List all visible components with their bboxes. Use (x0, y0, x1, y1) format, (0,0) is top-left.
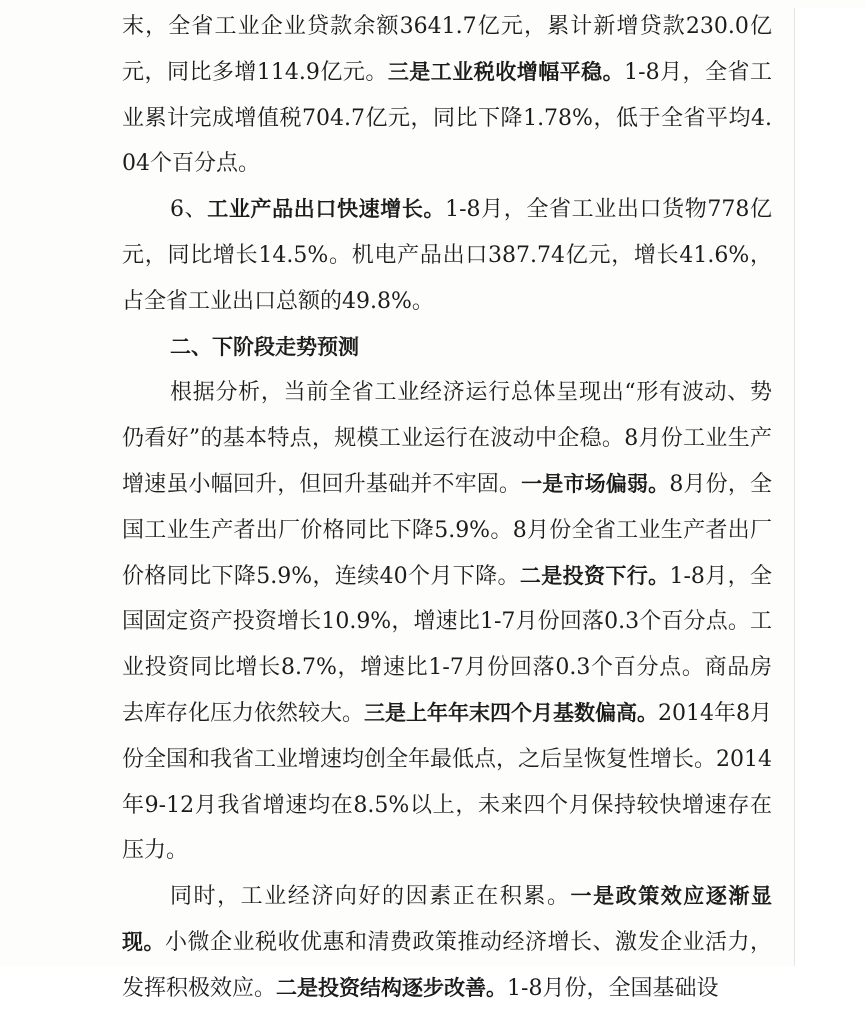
text-run: 小微企业税收优惠和清费政策推动经济增长、激发企业活力，发挥积极效应。 (122, 929, 772, 1001)
bold-key-point: 工业产品出口快速增长。 (207, 197, 446, 222)
paragraph-exports (122, 187, 772, 324)
bold-key-point: 一是政策效应逐渐显现。 (122, 884, 772, 954)
bold-key-point: 一是市场偏弱。 (521, 471, 670, 496)
text-run: 1-8月，全省工业累计完成增值税704.7亿元，同比下降1.78%，低于全省平均4.04个百分点。 (122, 59, 773, 177)
text-run: 1-8月，全国固定资产投资增长10.9%，增速比1-7月份回落0.3个百分点。工业投资同比增长8.7%，增速比1-7月份回落0.3个百分点。商品房去库存化压力依然较大。 (122, 563, 772, 726)
bold-key-point: 三是上年年末四个月基数偏高。 (364, 700, 659, 725)
text-run: 1-8月，全省工业出口货物778亿元，同比增长14.5%。机电产品出口387.74亿元，增长41.6%，占全省工业出口总额的49.8%。 (122, 197, 773, 314)
paragraph-loan-and-tax (122, 4, 772, 187)
text-run: 末，全省工业企业贷款余额3641.7亿元，累计新增贷款230.0亿元，同比多增114.9亿元。 (122, 14, 772, 85)
paragraph-positive-factors (122, 874, 772, 1011)
text-run: 2014年8月份全国和我省工业增速均创全年最低点，之后呈恢复性增长。2014年9-12月我省增速均在8.5%以上，未来四个月保持较快增速存在压力。 (122, 700, 773, 864)
bold-key-point: 二是投资结构逐步改善。 (276, 975, 508, 1000)
bold-key-point: 三是工业税收增幅平稳。 (387, 59, 625, 84)
bold-key-point: 二是投资下行。 (519, 563, 670, 588)
text-run: 8月份，全国工业生产者出厂价格同比下降5.9%。8月份全省工业生产者出厂价格同比下降5.9%，连续40个月下降。 (122, 471, 772, 589)
scan-page-edge (794, 8, 865, 966)
section-heading-forecast: 二、下阶段走势预测 (170, 334, 359, 359)
text-run: 6、 (170, 197, 208, 223)
text-run: 1-8月份，全国基础设 (507, 975, 719, 1001)
text-run: 根据分析，当前全省工业经济运行总体呈现出“形有波动、势仍看好”的基本特点，规模工业运行在波动中企稳。8月份工业生产增速虽小幅回升，但回升基础并不牢固。 (122, 380, 772, 497)
paragraph-analysis (122, 370, 772, 874)
text-run: 同时，工业经济向好的因素正在积累。 (170, 884, 571, 910)
document-body (122, 4, 772, 1012)
